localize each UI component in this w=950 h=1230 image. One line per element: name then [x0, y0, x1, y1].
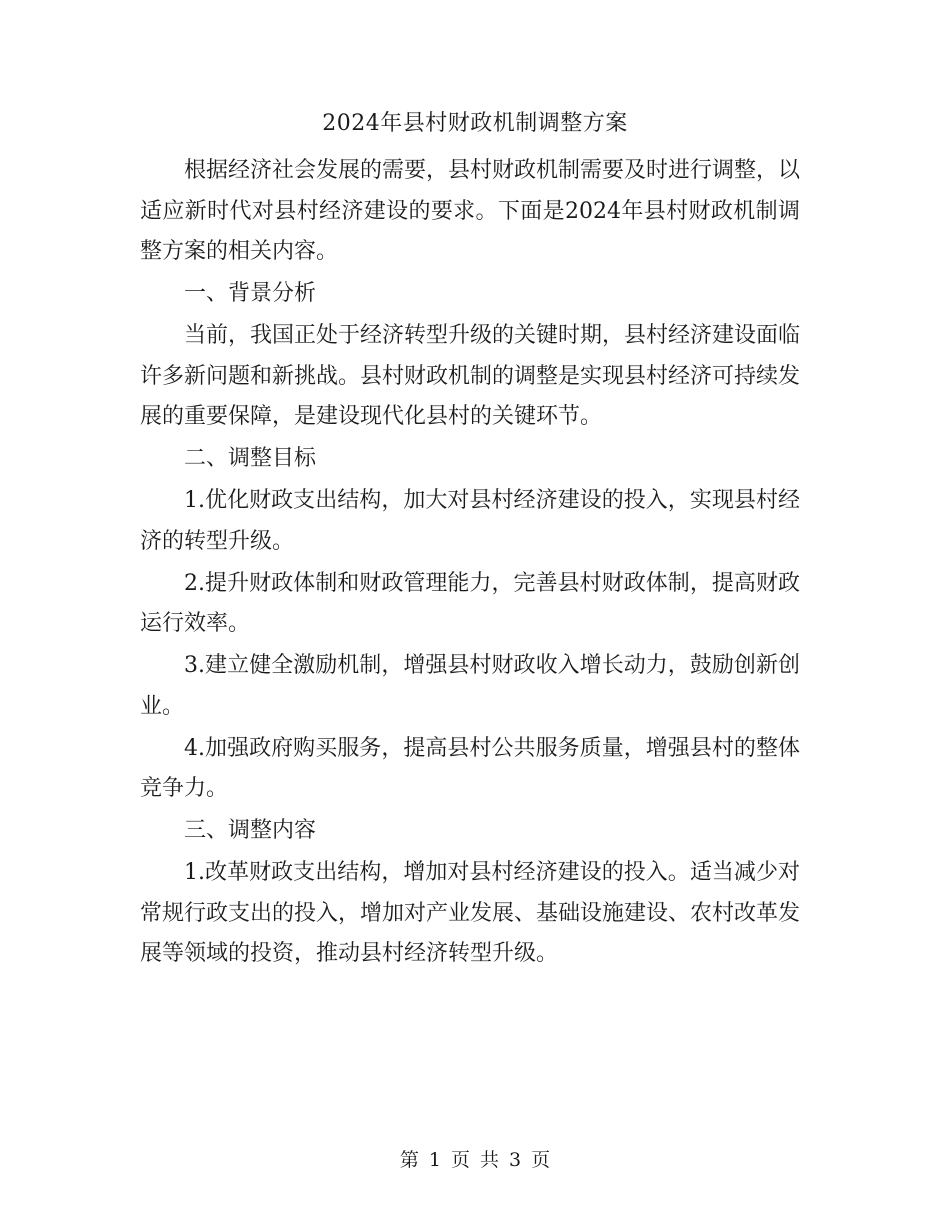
- goal-item-2: 2.提升财政体制和财政管理能力，完善县村财政体制，提高财政运行效率。: [140, 570, 800, 636]
- section-heading-goals: 二、调整目标: [184, 446, 317, 471]
- document-title: 2024年县村财政机制调整方案: [322, 111, 628, 136]
- background-paragraph: 当前，我国正处于经济转型升级的关键时期，县村经济建设面临许多新问题和新挑战。县村财政机制的调整是实现县村经济可持续发展的重要保障，是建设现代化县村的关键环节。: [140, 323, 801, 429]
- section-heading-content: 三、调整内容: [184, 818, 317, 843]
- intro-paragraph: 根据经济社会发展的需要，县村财政机制需要及时进行调整，以适应新时代对县村经济建设的要求。下面是2024年县村财政机制调整方案的相关内容。: [140, 158, 801, 264]
- content-item-1: 1.改革财政支出结构，增加对县村经济建设的投入。适当减少对常规行政支出的投入，增加对产业发展、基础设施建设、农村改革发展等领域的投资，推动县村经济转型升级。: [140, 860, 801, 966]
- section-heading-background: 一、背景分析: [184, 281, 317, 306]
- goal-item-1: 1.优化财政支出结构，加大对县村经济建设的投入，实现县村经济的转型升级。: [140, 488, 800, 554]
- goal-item-4: 4.加强政府购买服务，提高县村公共服务质量，增强县村的整体竞争力。: [140, 735, 800, 801]
- goal-item-3: 3.建立健全激励机制，增强县村财政收入增长动力，鼓励创新创业。: [140, 653, 800, 719]
- page-number-footer: 第 1 页 共 3 页: [399, 1149, 551, 1171]
- document-body: [140, 151, 800, 976]
